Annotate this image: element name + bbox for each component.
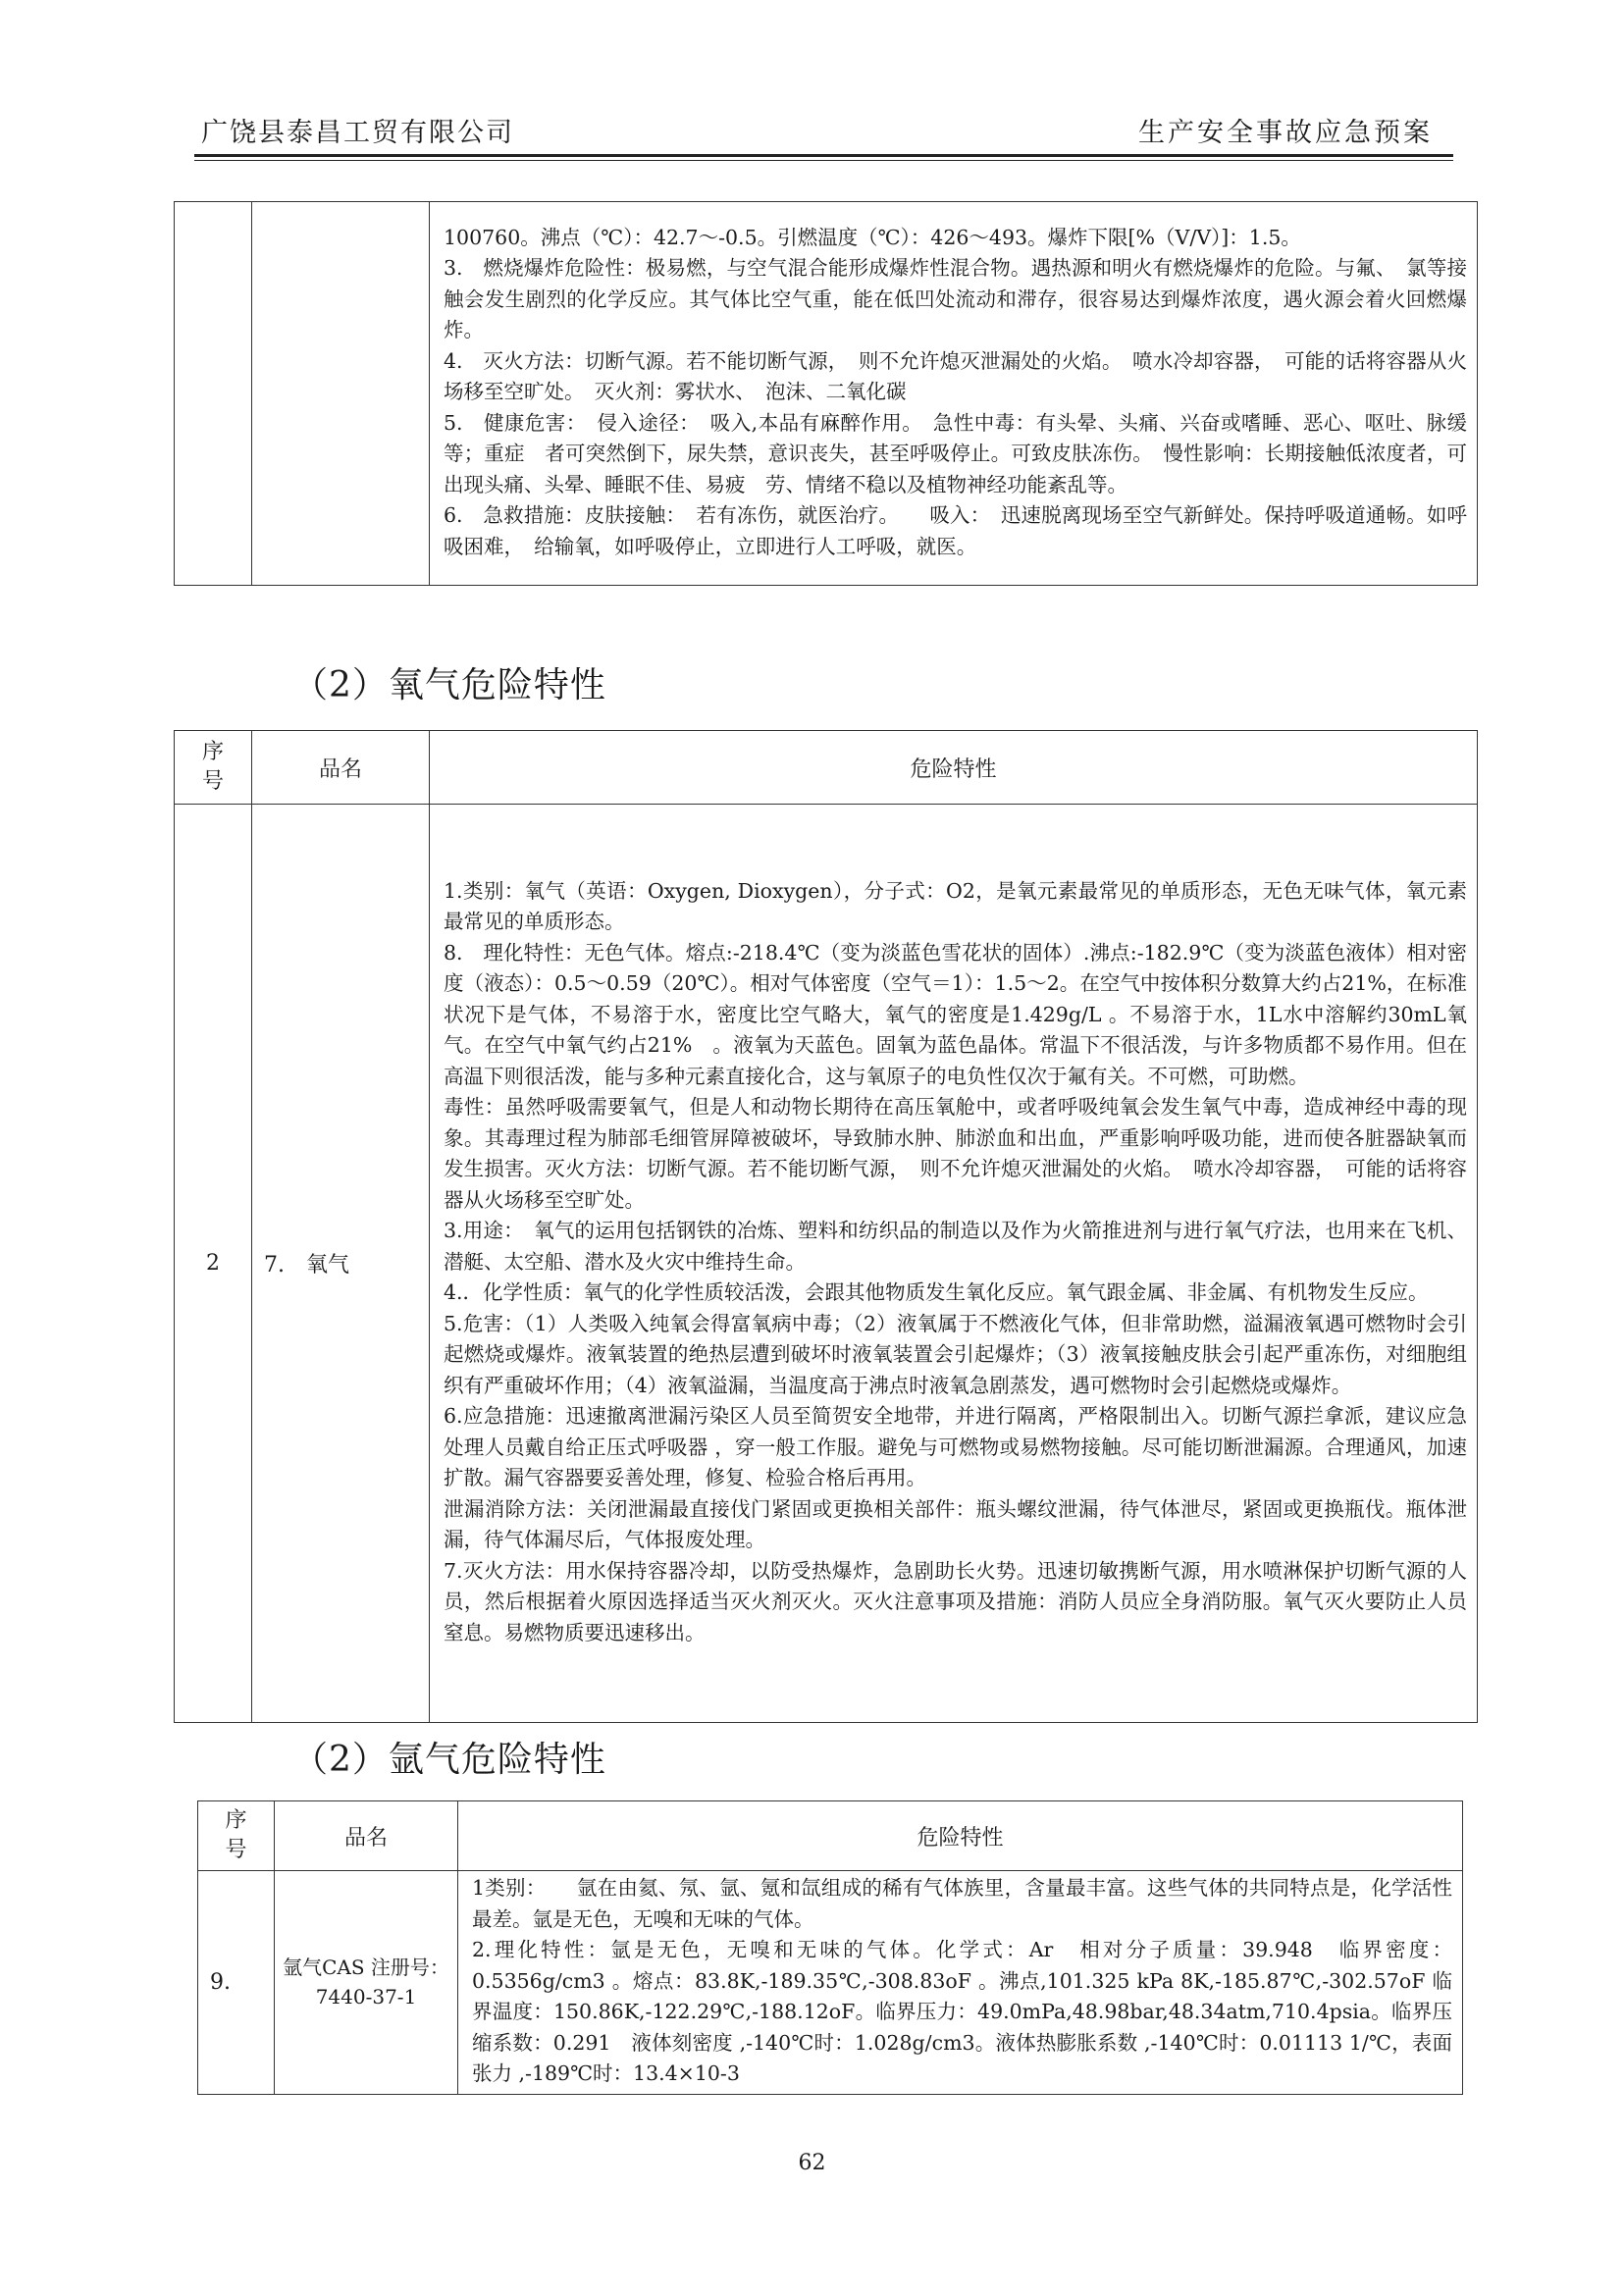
col-header-name: 品名 <box>275 1801 458 1871</box>
hazard-paragraph: 3. 燃烧爆炸危险性：极易燃，与空气混合能形成爆炸性混合物。遇热源和明火有燃烧爆炸的危险。与氟、 氯等接触会发生剧烈的化学反应。其气体比空气重，能在低凹处流动和滞存，很容易达到爆炸浓度，遇火源会着火回燃爆炸。 <box>444 256 1467 342</box>
row-hazard <box>458 1871 1463 2095</box>
header-company: 广饶县泰昌工贸有限公司 <box>201 118 514 148</box>
header-rule-thick <box>194 154 1453 157</box>
hazard-cell <box>430 202 1478 586</box>
page-number: 62 <box>798 2151 826 2175</box>
col-header-name: 品名 <box>252 731 430 805</box>
hazard-paragraph: 3.用途： 氧气的运用包括钢铁的冶炼、塑料和纺织品的制造以及作为火箭推进剂与进行氧气疗法，也用来在飞机、潜艇、太空船、潜水及火灾中维持生命。 <box>444 1219 1467 1274</box>
hazard-paragraph: 1.类别：氧气（英语：Oxygen, Dioxygen），分子式：O2，是氧元素最常见的单质形态，无色无味气体，氧元素最常见的单质形态。 <box>444 878 1467 934</box>
hazard-text <box>458 1871 1462 2094</box>
hazard-paragraph: 1类别： 氩在由氦、氖、氩、氪和氙组成的稀有气体族里，含量最丰富。这些气体的共同特点是，化学活性最差。氩是无色，无嗅和无味的气体。 <box>472 1876 1452 1931</box>
col-header-seq: 序号 <box>175 731 252 805</box>
hazard-paragraph: 5.危害：（1）人类吸入纯氧会得富氧病中毒；（2）液氧属于不燃液化气体，但非常助燃，溢漏液氧遇可燃物时会引起燃烧或爆炸。液氧装置的绝热层遭到破坏时液氧装置会引起爆炸；（3）液氧接触皮肤会引起严重冻伤，对细胞组织有严重破坏作用；（4）液氧溢漏，当温度高于沸点时液氧急剧蒸发，遇可燃物时会引起燃烧或爆炸。 <box>444 1311 1467 1397</box>
col-header-hazard: 危险特性 <box>458 1801 1463 1871</box>
hazard-paragraph: 6. 急救措施：皮肤接触： 若有冻伤，就医治疗。 吸入： 迅速脱离现场至空气新鲜处。保持呼吸道通畅。如呼吸困难， 给输氧，如呼吸停止，立即进行人工呼吸，就医。 <box>444 503 1467 558</box>
hazard-text <box>430 874 1477 1653</box>
header-doc-title: 生产安全事故应急预案 <box>1138 118 1433 148</box>
table-oxygen <box>174 730 1478 1723</box>
hazard-paragraph: 2.理化特性：氩是无色，无嗅和无味的气体。化学式：Ar 相对分子质量：39.948 临界密度：0.5356g/cm3 。熔点：83.8K,-189.35℃,-308.83oF 。沸点,101.325 kPa 8K,-185.87℃,-302.57oF 临界温度：150.86K,-122.29℃,-188.12oF。临界压力：49.0mPa,48.98bar,48.34atm,710.4psia。临界压缩系数：0.291 液体刻密度 ,-140℃时：1.028g/cm3。液体热膨胀系数 ,-140℃时：0.01113 1/℃，表面张力 ,-189℃时：13.4×10-3 <box>472 1938 1452 2085</box>
header-rule-thin <box>194 160 1453 161</box>
seq-cell-empty <box>175 202 252 586</box>
col-header-hazard: 危险特性 <box>430 731 1478 805</box>
row-name: 7. 氧气 <box>252 805 430 1723</box>
hazard-paragraph: 5. 健康危害： 侵入途径： 吸入,本品有麻醉作用。 急性中毒：有头晕、头痛、兴奋或嗜睡、恶心、呕吐、脉缓等；重症 者可突然倒下，尿失禁，意识丧失，甚至呼吸停止。可致皮肤冻伤。 慢性影响：长期接触低浓度者，可出现头痛、头晕、睡眠不佳、易疲 劳、情绪不稳以及植物神经功能紊乱等。 <box>444 410 1467 496</box>
col-header-seq: 序号 <box>198 1801 275 1871</box>
hazard-paragraph: 毒性：虽然呼吸需要氧气，但是人和动物长期待在高压氧舱中，或者呼吸纯氧会发生氧气中毒，造成神经中毒的现象。其毒理过程为肺部毛细管屏障被破坏，导致肺水肿、肺淤血和出血，严重影响呼吸功能，进而使各脏器缺氧而发生损害。灭火方法：切断气源。若不能切断气源， 则不允许熄灭泄漏处的火焰。 喷水冷却容器， 可能的话将容器从火场移至空旷处。 <box>444 1095 1467 1212</box>
hazard-paragraph: 泄漏消除方法：关闭泄漏最直接伐门紧固或更换相关部件：瓶头螺纹泄漏，待气体泄尽，紧固或更换瓶伐。瓶体泄漏，待气体漏尽后，气体报废处理。 <box>444 1496 1467 1552</box>
table-continued <box>174 201 1478 586</box>
hazard-paragraph: 7.灭火方法：用水保持容器冷却，以防受热爆炸，急剧助长火势。迅速切敏携断气源，用水喷淋保护切断气源的人员，然后根据着火原因选择适当灭火剂灭火。灭火注意事项及措施：消防人员应全身消防服。氧气灭火要防止人员窒息。易燃物质要迅速移出。 <box>444 1558 1467 1644</box>
row-seq: 2 <box>175 805 252 1723</box>
section-title-oxygen: （2）氧气危险特性 <box>292 665 606 705</box>
hazard-paragraph: 8. 理化特性：无色气体。熔点:-218.4℃（变为淡蓝色雪花状的固体）.沸点:-182.9℃（变为淡蓝色液体）相对密度（液态）：0.5～0.59（20℃）。相对气体密度（空气＝1）：1.5～2。在空气中按体积分数算大约占21%，在标准状况下是气体，不易溶于水，密度比空气略大，氧气的密度是1.429g/L 。不易溶于水，1L水中溶解约30mL氧气。在空气中氧气约占21% 。液氧为天蓝色。固氧为蓝色晶体。常温下不很活泼，与许多物质都不易作用。但在高温下则很活泼，能与多种元素直接化合，这与氧原子的电负性仅次于氟有关。不可燃，可助燃。 <box>444 940 1467 1088</box>
hazard-paragraph: 100760。沸点（℃）：42.7～-0.5。引燃温度（℃）：426～493。爆炸下限[%（V/V）]：1.5。 <box>444 225 1301 249</box>
table-argon <box>197 1800 1463 2095</box>
hazard-paragraph: 6.应急措施：迅速撤离泄漏污染区人员至简贺安全地带，并进行隔离，严格限制出入。切断气源拦拿派，建议应急处理人员戴自给正压式呼吸器 ，穿一般工作服。避免与可燃物或易燃物接触。尽可能切断泄漏源。合理通风，加速扩散。漏气容器要妥善处理，修复、检验合格后再用。 <box>444 1404 1467 1490</box>
hazard-paragraph: 4.．化学性质：氧气的化学性质较活泼，会跟其他物质发生氧化反应。氧气跟金属、非金属、有机物发生反应。 <box>444 1280 1429 1305</box>
hazard-paragraph: 4. 灭火方法：切断气源。若不能切断气源， 则不允许熄灭泄漏处的火焰。 喷水冷却容器， 可能的话将容器从火场移至空旷处。 灭火剂：雾状水、 泡沫、二氧化碳 <box>444 348 1467 404</box>
row-hazard <box>430 805 1478 1723</box>
section-title-argon: （2）氩气危险特性 <box>292 1740 606 1780</box>
row-seq: 9. <box>198 1871 275 2095</box>
hazard-text <box>430 221 1477 567</box>
name-cell-empty <box>252 202 430 586</box>
row-name: 氩气CAS 注册号：7440-37-1 <box>275 1871 458 2095</box>
